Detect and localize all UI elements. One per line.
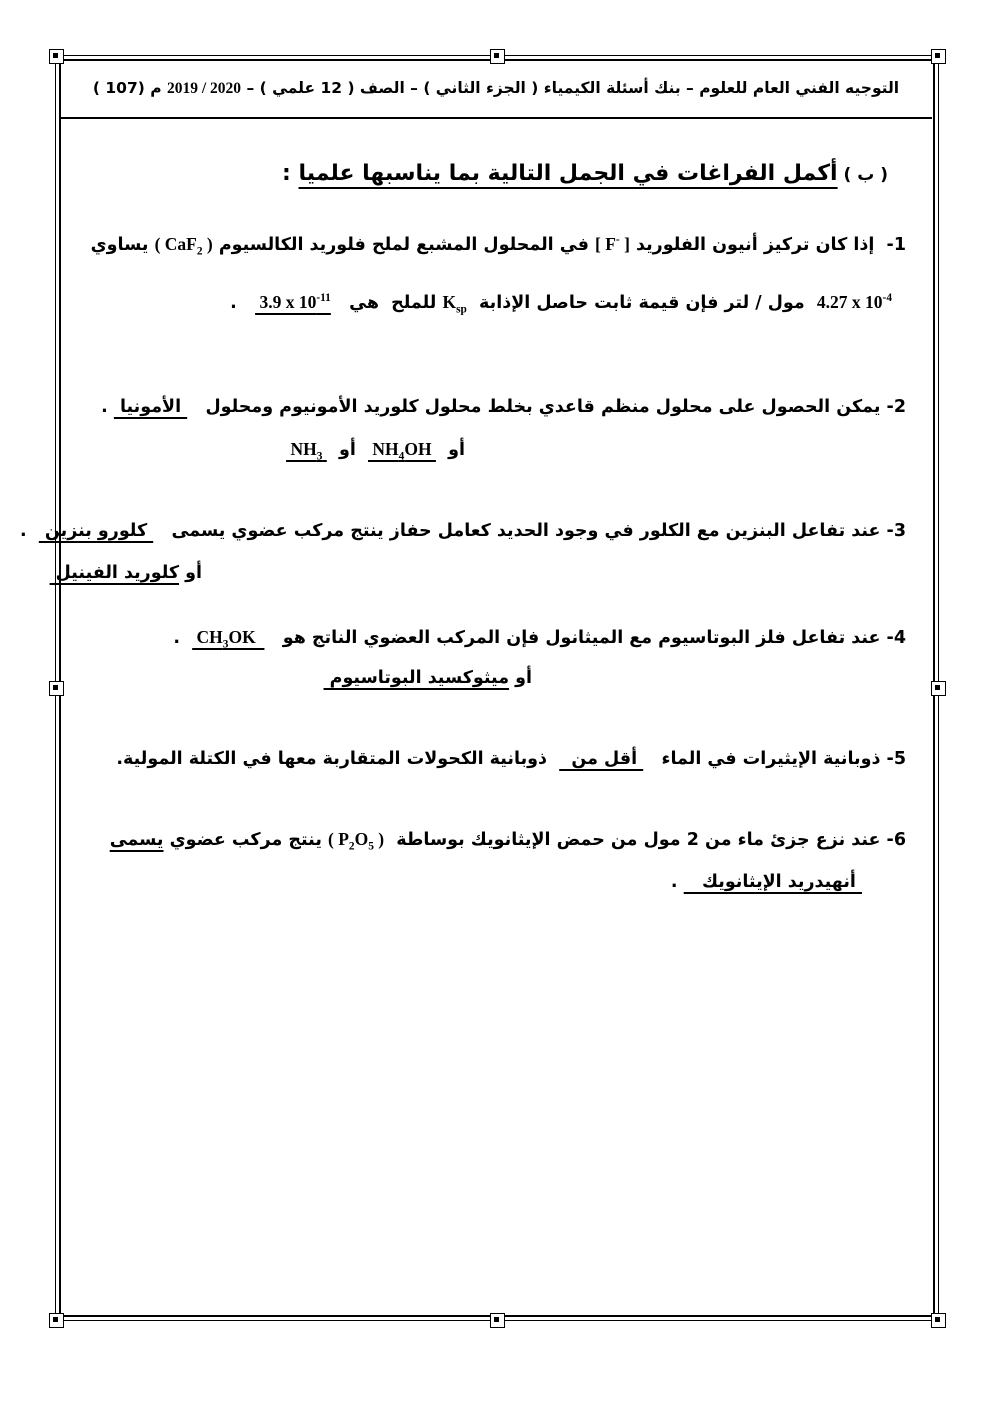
text-segment: للملح هي bbox=[330, 293, 443, 313]
border-ornament-bottom-center bbox=[490, 1313, 505, 1328]
text-segment: . bbox=[101, 397, 114, 417]
chemical-formula bbox=[192, 627, 265, 651]
formula-text: CH bbox=[192, 627, 223, 647]
text-segment: ( ب ) bbox=[837, 165, 888, 185]
question-2-line-1 bbox=[101, 396, 906, 419]
page-header-text bbox=[93, 79, 899, 98]
subscript: 2 bbox=[196, 245, 203, 258]
text-segment: 3- عند تفاعل البنزين مع الكلور في وجود الحديد كعامل حفاز ينتج مركب عضوي يسمى bbox=[153, 521, 906, 541]
border-ornament-middle-right bbox=[931, 681, 946, 696]
chemical-formula bbox=[595, 234, 630, 254]
text-segment: 2- يمكن الحصول على محلول منظم قاعدي بخلط محلول كلوريد الأمونيوم ومحلول bbox=[187, 397, 906, 417]
text-segment: . bbox=[19, 521, 39, 541]
subscript: 3 bbox=[222, 638, 229, 651]
formula-text: O bbox=[354, 829, 369, 849]
border-ornament-middle-left bbox=[49, 681, 64, 696]
superscript: -4 bbox=[882, 292, 892, 305]
text-segment: : bbox=[282, 161, 299, 186]
border-ornament-bottom-right bbox=[931, 1313, 946, 1328]
text-segment: كلوريد الفينيل bbox=[49, 563, 180, 583]
formula-text: [ F bbox=[595, 234, 616, 254]
chemical-formula bbox=[442, 292, 467, 316]
text-segment: ميثوكسيد البوتاسيوم bbox=[323, 668, 510, 688]
formula-text: OK bbox=[228, 627, 265, 647]
subscript: 3 bbox=[316, 450, 323, 463]
text-segment: ينتج مركب عضوي bbox=[163, 830, 328, 850]
question-5-line-1 bbox=[116, 748, 906, 771]
text-segment: في المحلول المشبع لملح فلوريد الكالسيوم bbox=[212, 235, 595, 255]
formula-text: 4.27 x 10 bbox=[816, 292, 883, 312]
question-3-line-2 bbox=[50, 562, 202, 585]
text-segment: مول / لتر فإن قيمة ثابت حاصل الإذابة bbox=[466, 293, 817, 313]
question-6-line-2 bbox=[671, 871, 862, 894]
chemical-formula bbox=[368, 439, 436, 463]
border-ornament-top-right bbox=[49, 49, 64, 64]
section-title bbox=[282, 161, 888, 186]
text-segment: أو bbox=[435, 440, 465, 460]
superscript: - bbox=[615, 234, 620, 247]
text-segment: أقل من bbox=[559, 749, 644, 769]
chemical-formula bbox=[817, 292, 892, 312]
text-segment: 1- إذا كان تركيز أنيون الفلوريد bbox=[629, 235, 906, 255]
subscript: 4 bbox=[398, 450, 405, 463]
subscript: 5 bbox=[368, 840, 374, 853]
text-segment: يسمى bbox=[109, 830, 164, 850]
text-segment: 5- ذوبانية الإيثيرات في الماء bbox=[643, 749, 906, 769]
question-1-line-1 bbox=[91, 233, 906, 259]
text-segment: أو bbox=[326, 440, 369, 460]
text-segment: أنهيدريد الإيثانويك bbox=[683, 872, 862, 892]
formula-text: 3.9 x 10 bbox=[255, 292, 317, 312]
text-segment: . bbox=[173, 628, 193, 648]
text-segment: الأمونيا bbox=[113, 397, 188, 417]
chemical-formula bbox=[154, 234, 213, 258]
text-segment: أو bbox=[509, 668, 532, 688]
formula-text: ] bbox=[619, 234, 630, 254]
formula-text: ) bbox=[373, 829, 385, 849]
question-4-line-1 bbox=[173, 626, 906, 652]
text-segment: أكمل الفراغات في الجمل التالية بما يناسبها علميا bbox=[298, 161, 838, 186]
border-ornament-top-left bbox=[931, 49, 946, 64]
formula-text: ) bbox=[202, 234, 213, 254]
text-segment: أو bbox=[179, 563, 202, 583]
formula-text: K bbox=[442, 292, 457, 312]
border-ornament-top-center bbox=[490, 49, 505, 64]
text-segment: كلورو بنزين bbox=[38, 521, 154, 541]
subscript: 2 bbox=[348, 840, 355, 853]
chemical-formula bbox=[167, 80, 241, 97]
chemical-formula bbox=[328, 829, 385, 853]
text-segment: م (107 ) bbox=[92, 79, 167, 97]
question-2-line-2 bbox=[286, 438, 465, 464]
page-header bbox=[60, 60, 932, 119]
question-6-line-1 bbox=[110, 828, 906, 854]
question-4-line-2 bbox=[324, 667, 532, 690]
text-segment: . bbox=[230, 293, 256, 313]
formula-text: NH bbox=[368, 439, 399, 459]
formula-text: OH bbox=[404, 439, 436, 459]
text-segment: ذوبانية الكحولات المتقاربة معها في الكتلة المولية. bbox=[116, 749, 560, 769]
formula-text: ( P bbox=[328, 829, 349, 849]
chemical-formula bbox=[286, 439, 327, 463]
formula-text: NH bbox=[286, 439, 317, 459]
text-segment: يساوي bbox=[90, 235, 155, 255]
text-segment: . bbox=[670, 872, 684, 892]
text-segment: التوجيه الفني العام للعلوم – بنك أسئلة الكيمياء ( الجزء الثاني ) – الصف ( 12 علمي ) – bbox=[241, 79, 900, 97]
question-1-line-2 bbox=[230, 291, 892, 317]
text-segment: 4- عند تفاعل فلز البوتاسيوم مع الميثانول فإن المركب العضوي الناتج هو bbox=[264, 628, 906, 648]
superscript: -11 bbox=[316, 292, 331, 305]
border-ornament-bottom-left bbox=[49, 1313, 64, 1328]
formula-text: ( CaF bbox=[154, 234, 197, 254]
text-segment: 6- عند نزع جزئ ماء من 2 مول من حمض الإيثانويك بوساطة bbox=[384, 830, 906, 850]
subscript: sp bbox=[456, 303, 467, 316]
formula-text: 2019 / 2020 bbox=[166, 80, 242, 97]
chemical-formula bbox=[255, 292, 331, 312]
question-3-line-1 bbox=[20, 520, 906, 543]
